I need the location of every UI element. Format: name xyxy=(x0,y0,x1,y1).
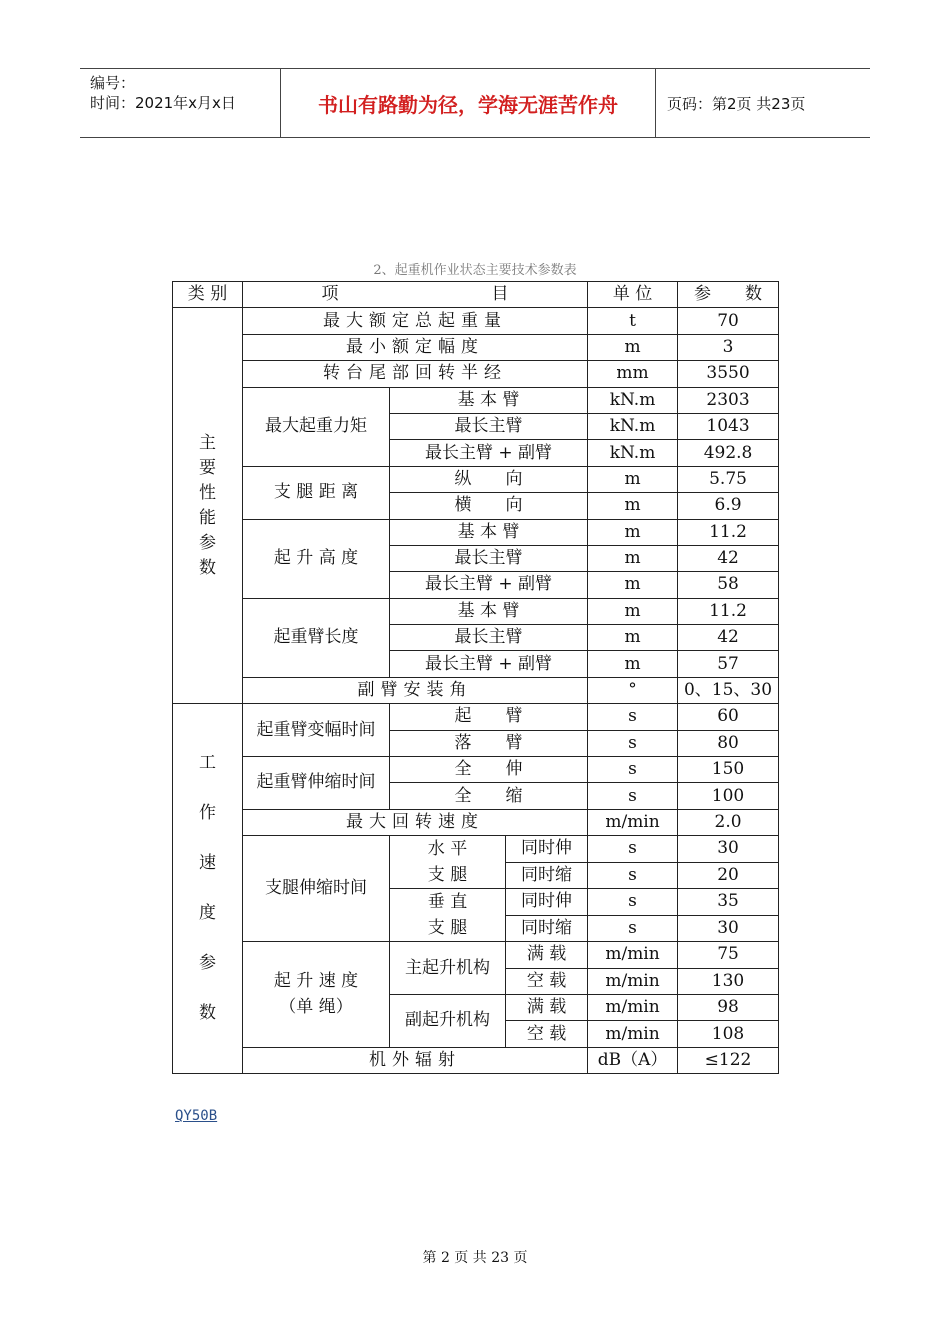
group-label: 最大起重力矩 xyxy=(243,387,390,466)
table-row xyxy=(173,519,779,545)
table-row xyxy=(173,598,779,624)
sub-label: 同时缩 xyxy=(506,862,588,889)
sub-label: 空 载 xyxy=(506,1021,588,1047)
sub-label: 基 本 臂 xyxy=(390,519,588,545)
sub-label: 最长主臂 + 副臂 xyxy=(390,651,588,677)
item-label: 副臂安装角 xyxy=(243,677,588,703)
time-label: 时间：2021年x月x日 xyxy=(90,94,236,112)
sub-label: 空 载 xyxy=(506,968,588,994)
page-footer: 第 2 页 共 23 页 xyxy=(422,1250,528,1266)
unit-cell: mm xyxy=(588,361,678,387)
value-cell: 2303 xyxy=(678,387,779,413)
sub-label: 落 臂 xyxy=(390,730,588,756)
sub-label: 满 载 xyxy=(506,994,588,1020)
qy50b-link[interactable]: QY50B xyxy=(175,1108,218,1124)
table-row xyxy=(173,334,779,360)
value-cell: 30 xyxy=(678,915,779,942)
unit-cell: m/min xyxy=(588,942,678,968)
unit-cell: s xyxy=(588,915,678,942)
header-slogan: 书山有路勤为径，学海无涯苦作舟 xyxy=(280,69,656,137)
value-cell: 42 xyxy=(678,625,779,651)
sub-label: 基 本 臂 xyxy=(390,387,588,413)
unit-cell: m xyxy=(588,598,678,624)
sub-label: 最长主臂 + 副臂 xyxy=(390,440,588,466)
sub-label: 横 向 xyxy=(390,493,588,519)
unit-cell: m xyxy=(588,651,678,677)
unit-cell: dB（A） xyxy=(588,1047,678,1073)
value-cell: 42 xyxy=(678,545,779,571)
unit-cell: m xyxy=(588,545,678,571)
group-label: 起 升 速 度 （单 绳） xyxy=(243,942,390,1048)
table-row xyxy=(173,757,779,783)
sub-label: 最长主臂 xyxy=(390,625,588,651)
item-label: 最大额定总起重量 xyxy=(243,308,588,334)
value-cell: 11.2 xyxy=(678,598,779,624)
value-cell: 5.75 xyxy=(678,466,779,492)
header-unit: 单 位 xyxy=(588,282,678,308)
value-cell: 150 xyxy=(678,757,779,783)
value-cell: 0、15、30 xyxy=(678,677,779,703)
item-label: 最大回转速度 xyxy=(243,809,588,835)
sub-group-label: 垂 直 支 腿 xyxy=(390,889,506,942)
unit-cell: m xyxy=(588,466,678,492)
table-row xyxy=(173,836,779,863)
unit-cell: m/min xyxy=(588,809,678,835)
header-category: 类 别 xyxy=(173,282,243,308)
sub-label: 同时伸 xyxy=(506,836,588,863)
value-cell: 100 xyxy=(678,783,779,809)
sub-label: 最长主臂 + 副臂 xyxy=(390,572,588,598)
header-page-info: 页码：第2页 共23页 xyxy=(667,94,806,113)
sub-label: 全 缩 xyxy=(390,783,588,809)
sub-label: 同时伸 xyxy=(506,889,588,916)
table-header-row xyxy=(173,282,779,308)
value-cell: 3550 xyxy=(678,361,779,387)
value-cell: 2.0 xyxy=(678,809,779,835)
item-label: 机外辐射 xyxy=(243,1047,588,1073)
group-label: 起重臂变幅时间 xyxy=(243,704,390,757)
sub-group-label: 水 平 支 腿 xyxy=(390,836,506,889)
sub-label: 全 伸 xyxy=(390,757,588,783)
table-row xyxy=(173,387,779,413)
sub-label: 满 载 xyxy=(506,942,588,968)
unit-cell: m/min xyxy=(588,994,678,1020)
table-row xyxy=(173,308,779,334)
unit-cell: s xyxy=(588,704,678,730)
unit-cell: kN.m xyxy=(588,387,678,413)
unit-cell: ° xyxy=(588,677,678,703)
value-cell: 20 xyxy=(678,862,779,889)
sub-group-label: 副起升机构 xyxy=(390,994,506,1047)
unit-cell: m xyxy=(588,519,678,545)
table-row xyxy=(173,942,779,968)
value-cell: 60 xyxy=(678,704,779,730)
value-cell: 492.8 xyxy=(678,440,779,466)
table-row xyxy=(173,361,779,387)
page-header xyxy=(80,68,870,138)
value-cell: 35 xyxy=(678,889,779,916)
value-cell: 57 xyxy=(678,651,779,677)
value-cell: 98 xyxy=(678,994,779,1020)
sub-group-label: 主起升机构 xyxy=(390,942,506,995)
unit-cell: s xyxy=(588,889,678,916)
unit-cell: t xyxy=(588,308,678,334)
value-cell: 130 xyxy=(678,968,779,994)
table-row xyxy=(173,1047,779,1073)
unit-cell: m/min xyxy=(588,968,678,994)
header-item: 项 目 xyxy=(243,282,588,308)
group-label: 起重臂长度 xyxy=(243,598,390,677)
sub-label: 基 本 臂 xyxy=(390,598,588,624)
unit-cell: s xyxy=(588,783,678,809)
table-row xyxy=(173,677,779,703)
group-label: 起重臂伸缩时间 xyxy=(243,757,390,810)
spec-table xyxy=(172,281,779,1074)
header-meta xyxy=(80,69,280,137)
unit-cell: kN.m xyxy=(588,440,678,466)
table-row xyxy=(173,809,779,835)
value-cell: 30 xyxy=(678,836,779,863)
item-label: 最小额定幅度 xyxy=(243,334,588,360)
value-cell: 80 xyxy=(678,730,779,756)
number-label: 编号： xyxy=(90,74,136,92)
item-label: 转台尾部回转半经 xyxy=(243,361,588,387)
sub-label: 同时缩 xyxy=(506,915,588,942)
header-value: 参 数 xyxy=(678,282,779,308)
unit-cell: s xyxy=(588,757,678,783)
unit-cell: s xyxy=(588,836,678,863)
unit-cell: s xyxy=(588,730,678,756)
value-cell: 70 xyxy=(678,308,779,334)
sub-label: 纵 向 xyxy=(390,466,588,492)
value-cell: 3 xyxy=(678,334,779,360)
sub-label: 最长主臂 xyxy=(390,413,588,439)
category-working-speed: 工 作 速 度 参 数 xyxy=(173,704,243,1074)
unit-cell: m xyxy=(588,334,678,360)
unit-cell: m xyxy=(588,572,678,598)
sub-label: 起 臂 xyxy=(390,704,588,730)
value-cell: ≤122 xyxy=(678,1047,779,1073)
sub-label: 最长主臂 xyxy=(390,545,588,571)
table-row xyxy=(173,466,779,492)
unit-cell: kN.m xyxy=(588,413,678,439)
group-label: 起 升 高 度 xyxy=(243,519,390,598)
group-label: 支 腿 距 离 xyxy=(243,466,390,519)
unit-cell: s xyxy=(588,862,678,889)
category-main-performance: 主 要 性 能 参 数 xyxy=(173,308,243,704)
value-cell: 11.2 xyxy=(678,519,779,545)
unit-cell: m xyxy=(588,625,678,651)
unit-cell: m xyxy=(588,493,678,519)
group-label: 支腿伸缩时间 xyxy=(243,836,390,942)
value-cell: 75 xyxy=(678,942,779,968)
table-caption: 2、起重机作业状态主要技术参数表 xyxy=(373,263,577,278)
value-cell: 108 xyxy=(678,1021,779,1047)
value-cell: 6.9 xyxy=(678,493,779,519)
unit-cell: m/min xyxy=(588,1021,678,1047)
value-cell: 1043 xyxy=(678,413,779,439)
table-row xyxy=(173,704,779,730)
value-cell: 58 xyxy=(678,572,779,598)
